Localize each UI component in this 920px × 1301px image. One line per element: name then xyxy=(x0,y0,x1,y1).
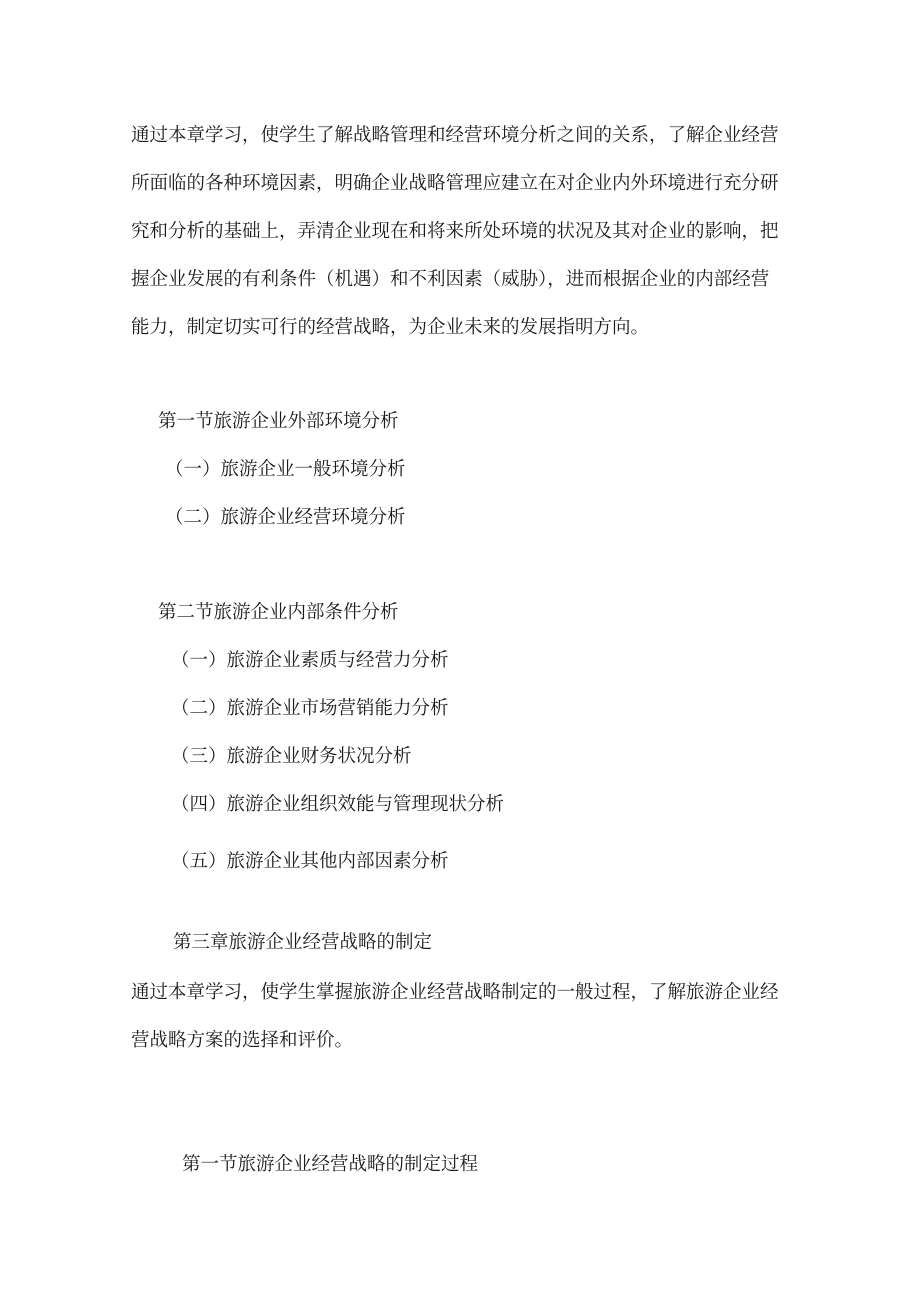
subsection-item: （二）旅游企业经营环境分析 xyxy=(165,507,406,528)
subsection-item: （四）旅游企业组织效能与管理现状分析 xyxy=(171,794,505,815)
paragraph-line: 握企业发展的有利条件（机遇）和不利因素（威胁），进而根据企业的内部经营 xyxy=(131,269,770,290)
subsection-item: （三）旅游企业财务状况分析 xyxy=(171,746,412,767)
subsection-item: （二）旅游企业市场营销能力分析 xyxy=(171,698,449,719)
chapter-intro-paragraph xyxy=(131,112,793,352)
section-heading: 第一节旅游企业外部环境分析 xyxy=(158,411,399,432)
paragraph-line: 所面临的各种环境因素，明确企业战略管理应建立在对企业内外环境进行充分研 xyxy=(131,173,779,194)
paragraph-line: 究和分析的基础上，弄清企业现在和将来所处环境的状况及其对企业的影响，把 xyxy=(131,221,779,242)
chapter-heading: 第三章旅游企业经营战略的制定 xyxy=(173,932,433,953)
subsection-item: （一）旅游企业素质与经营力分析 xyxy=(171,650,449,671)
paragraph-line: 营战略方案的选择和评价。 xyxy=(131,1030,354,1051)
chapter-intro-paragraph xyxy=(131,969,793,1065)
paragraph-line: 通过本章学习，使学生掌握旅游企业经营战略制定的一般过程，了解旅游企业经 xyxy=(131,982,779,1003)
paragraph-line: 通过本章学习，使学生了解战略管理和经营环境分析之间的关系，了解企业经营 xyxy=(131,125,779,146)
section-heading: 第一节旅游企业经营战略的制定过程 xyxy=(182,1154,479,1175)
subsection-item: （五）旅游企业其他内部因素分析 xyxy=(171,851,449,872)
subsection-item: （一）旅游企业一般环境分析 xyxy=(165,459,406,480)
paragraph-line: 能力，制定切实可行的经营战略，为企业未来的发展指明方向。 xyxy=(131,317,650,338)
section-heading: 第二节旅游企业内部条件分析 xyxy=(158,602,399,623)
